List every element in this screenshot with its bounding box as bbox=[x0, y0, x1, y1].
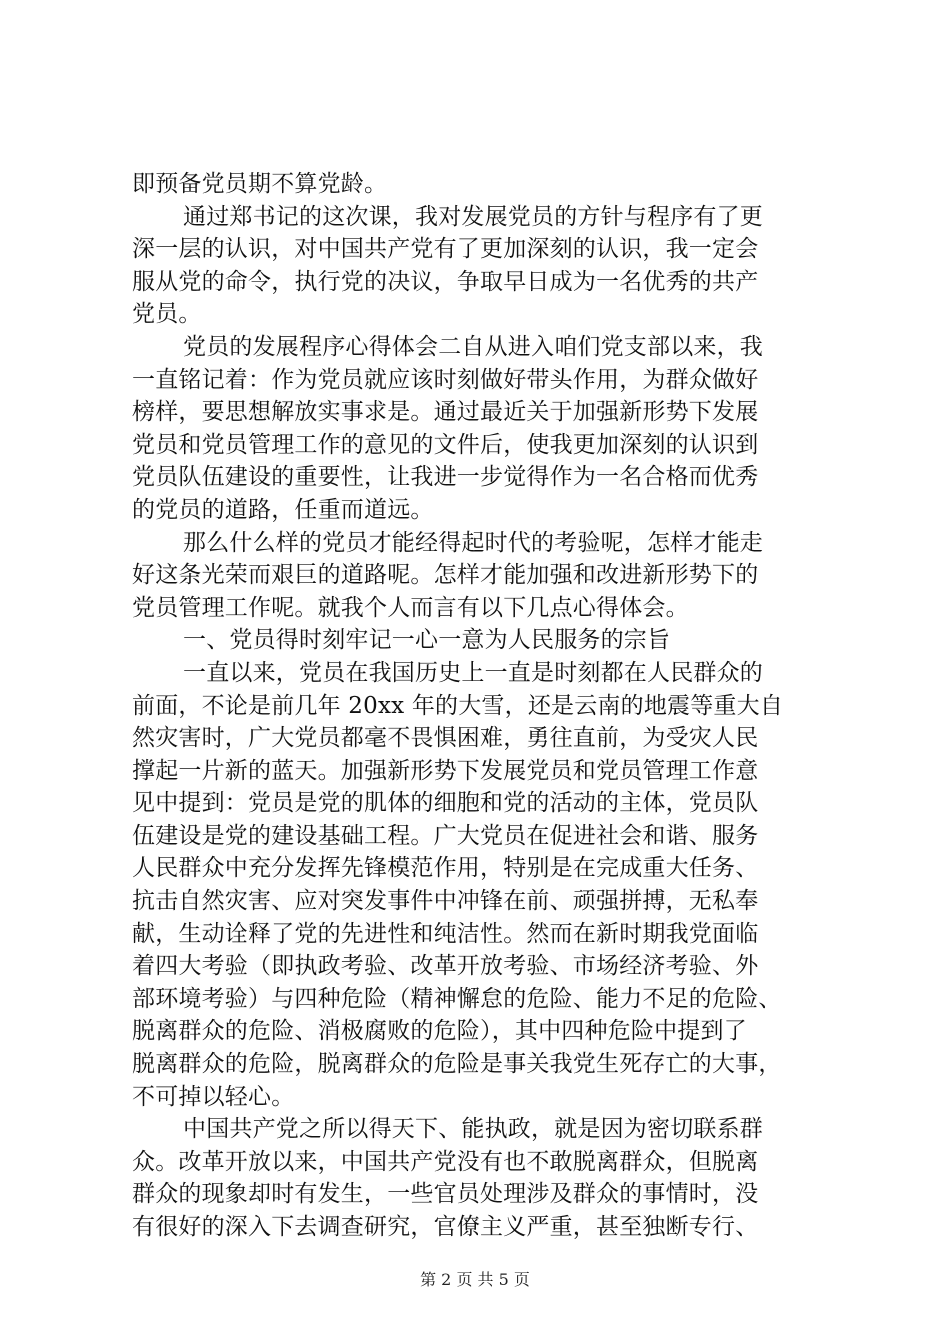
text-line: 党员的发展程序心得体会二自从进入咱们党支部以来，我 bbox=[183, 333, 763, 360]
text-line: 党员。 bbox=[132, 301, 202, 328]
text-line: 脱离群众的危险、消极腐败的危险），其中四种危险中提到了 bbox=[132, 1018, 747, 1045]
text-line: 前面，不论是前几年 20xx 年的大雪，还是云南的地震等重大自 bbox=[132, 692, 784, 719]
text-line: 着四大考验（即执政考验、改革开放考验、市场经济考验、外 bbox=[132, 953, 759, 980]
document-body bbox=[132, 168, 840, 1244]
text-line: 中国共产党之所以得天下、能执政，就是因为密切联系群 bbox=[183, 1116, 763, 1143]
text-line: 群众的现象却时有发生，一些官员处理涉及群众的事情时，没 bbox=[132, 1181, 759, 1208]
text-line: 脱离群众的危险，脱离群众的危险是事关我党生死存亡的大事， bbox=[132, 1051, 782, 1078]
page-footer: 第 2 页 共 5 页 bbox=[420, 1270, 530, 1289]
text-line: 通过郑书记的这次课，我对发展党员的方针与程序有了更 bbox=[183, 203, 763, 230]
text-line: 撑起一片新的蓝天。加强新形势下发展党员和党员管理工作意 bbox=[132, 757, 759, 784]
text-line: 好这条光荣而艰巨的道路呢。怎样才能加强和改进新形势下的 bbox=[132, 562, 759, 589]
text-line: 即预备党员期不算党龄。 bbox=[132, 171, 388, 197]
text-line: 抗击自然灾害、应对突发事件中冲锋在前、顽强拼搏，无私奉 bbox=[132, 888, 759, 915]
text-line: 一直铭记着：作为党员就应该时刻做好带头作用，为群众做好 bbox=[132, 366, 759, 393]
text-line: 部环境考验）与四种危险（精神懈怠的危险、能力不足的危险、 bbox=[132, 985, 782, 1012]
text-line: 服从党的命令，执行党的决议，争取早日成为一名优秀的共产 bbox=[132, 268, 759, 295]
text-line: 一直以来，党员在我国历史上一直是时刻都在人民群众的 bbox=[183, 659, 763, 686]
text-line: 献，生动诠释了党的先进性和纯洁性。然而在新时期我党面临 bbox=[132, 920, 759, 947]
text-line: 伍建设是党的建设基础工程。广大党员在促进社会和谐、服务 bbox=[132, 822, 759, 849]
text-line: 党员队伍建设的重要性，让我进一步觉得作为一名合格而优秀 bbox=[132, 464, 759, 491]
text-line: 的党员的道路，任重而道远。 bbox=[132, 496, 434, 523]
text-line: 不可掉以轻心。 bbox=[132, 1083, 295, 1110]
text-line: 深一层的认识，对中国共产党有了更加深刻的认识，我一定会 bbox=[132, 236, 759, 263]
text-line: 一、党员得时刻牢记一心一意为人民服务的宗旨 bbox=[183, 627, 671, 654]
text-line: 党员管理工作呢。就我个人而言有以下几点心得体会。 bbox=[132, 594, 689, 621]
text-line: 人民群众中充分发挥先锋模范作用，特别是在完成重大任务、 bbox=[132, 855, 759, 882]
text-line: 见中提到：党员是党的肌体的细胞和党的活动的主体，党员队 bbox=[132, 790, 759, 817]
text-line: 然灾害时，广大党员都毫不畏惧困难，勇往直前，为受灾人民 bbox=[132, 725, 759, 752]
text-line: 榜样，要思想解放实事求是。通过最近关于加强新形势下发展 bbox=[132, 399, 759, 426]
text-line: 有很好的深入下去调查研究，官僚主义严重，甚至独断专行、 bbox=[132, 1214, 759, 1240]
text-line: 那么什么样的党员才能经得起时代的考验呢，怎样才能走 bbox=[183, 529, 763, 556]
text-line: 党员和党员管理工作的意见的文件后，使我更加深刻的认识到 bbox=[132, 431, 759, 458]
text-line: 众。改革开放以来，中国共产党没有也不敢脱离群众，但脱离 bbox=[132, 1148, 759, 1175]
